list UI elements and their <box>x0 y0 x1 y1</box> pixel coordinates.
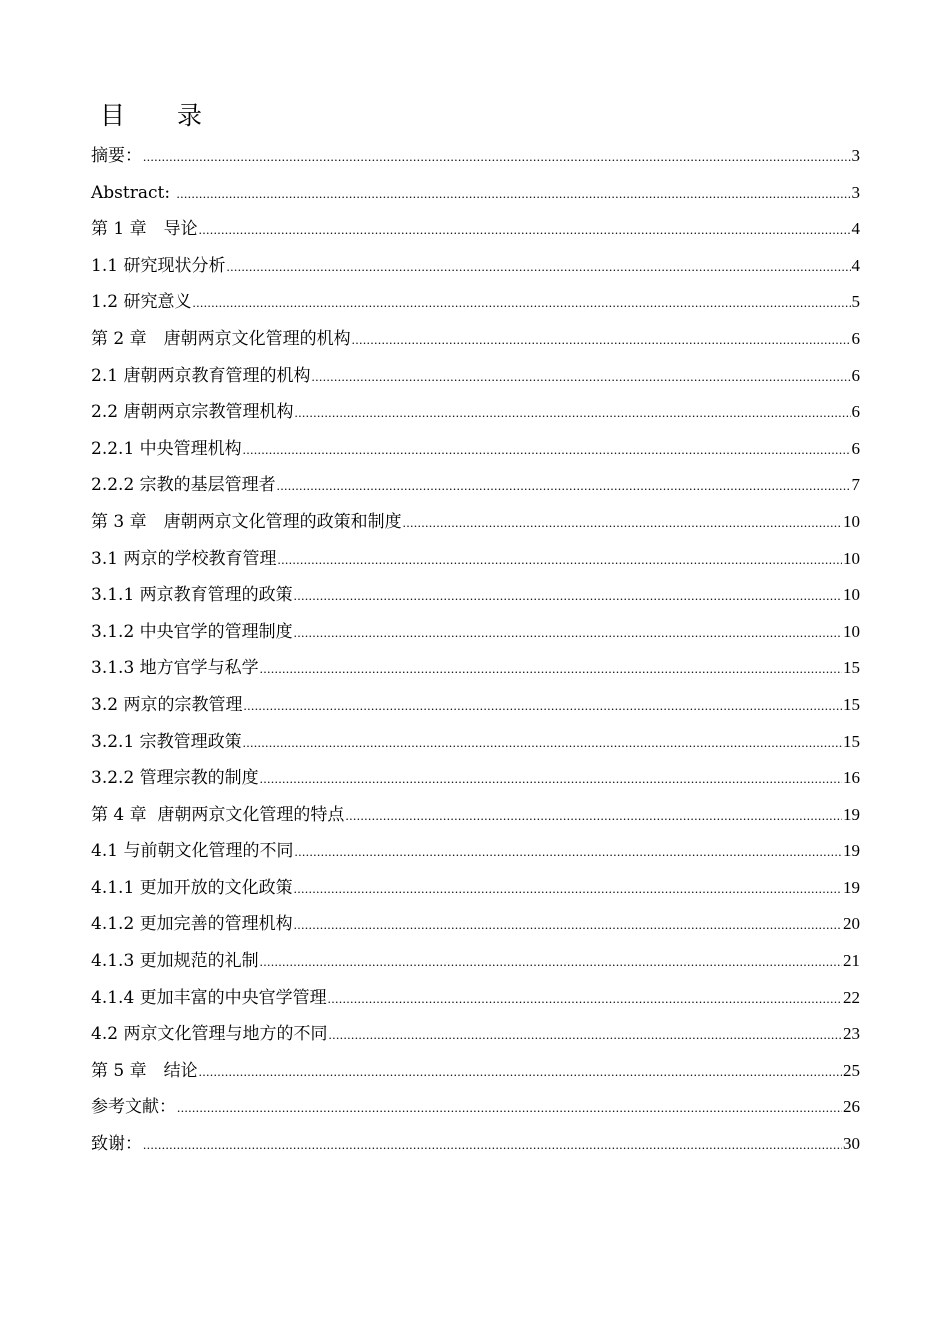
dot-leader <box>294 834 842 871</box>
dot-leader <box>143 139 851 176</box>
dot-leader <box>403 505 842 542</box>
dot-leader <box>294 395 850 432</box>
toc-entry-page: 3 <box>851 146 860 165</box>
toc-entry[interactable] <box>91 980 860 1017</box>
toc-entry-page: 6 <box>851 365 860 385</box>
toc-entry[interactable] <box>91 797 860 834</box>
dot-leader <box>143 1127 842 1164</box>
toc-entry-label: 4.1.1 更加开放的文化政策 <box>91 877 293 898</box>
toc-entry-page: 22 <box>843 987 860 1007</box>
toc-entry[interactable] <box>91 248 860 285</box>
dot-leader <box>226 249 850 286</box>
dot-leader <box>294 871 842 908</box>
toc-entry[interactable] <box>91 650 860 687</box>
dot-leader <box>328 981 842 1018</box>
toc-entry-label: 4.2 两京文化管理与地方的不同 <box>91 1024 328 1045</box>
toc-entry[interactable] <box>91 504 860 541</box>
toc-entry[interactable] <box>91 833 860 870</box>
dot-leader <box>260 944 842 981</box>
toc-entry-label: 2.2.1 中央管理机构 <box>91 438 242 459</box>
toc-entry-label: 1.2 研究意义 <box>91 292 192 313</box>
toc-entry-label: 第 1 章 导论 <box>91 219 198 240</box>
toc-entry-label: 3.2.1 宗教管理政策 <box>91 731 242 752</box>
toc-entry-label: 3.1.2 中央官学的管理制度 <box>91 621 293 642</box>
toc-entry[interactable] <box>91 614 860 651</box>
toc-entry-page: 23 <box>843 1024 860 1044</box>
dot-leader <box>311 359 850 396</box>
toc-entry[interactable] <box>91 760 860 797</box>
toc-entry-label: Abstract: <box>91 182 176 203</box>
dot-leader <box>260 761 842 798</box>
dot-leader <box>294 578 842 615</box>
dot-leader <box>260 651 842 688</box>
toc-entry-page: 4 <box>851 255 860 275</box>
toc-entry-page: 6 <box>851 328 860 348</box>
toc-entry-page: 6 <box>851 402 860 422</box>
dot-leader <box>177 1090 842 1127</box>
toc-entry[interactable] <box>91 358 860 395</box>
dot-leader <box>328 1017 842 1054</box>
toc-entry-page: 7 <box>851 475 860 495</box>
toc-entry[interactable] <box>91 211 860 248</box>
toc-entry-label: 致谢： <box>91 1134 142 1155</box>
toc-entry-label: 3.1.3 地方官学与私学 <box>91 658 259 679</box>
dot-leader <box>277 542 842 579</box>
dot-leader <box>176 176 850 213</box>
toc-entry-label: 参考文献： <box>91 1097 176 1118</box>
toc-entry-label: 第 4 章 唐朝两京文化管理的特点 <box>91 804 345 825</box>
toc-entry-label: 4.1.4 更加丰富的中央官学管理 <box>91 987 327 1008</box>
dot-leader <box>352 322 851 359</box>
toc-entry-label: 1.1 研究现状分析 <box>91 255 226 276</box>
toc-entry-label: 第 3 章 唐朝两京文化管理的政策和制度 <box>91 511 402 532</box>
toc-entry[interactable] <box>91 394 860 431</box>
toc-entry[interactable] <box>91 467 860 504</box>
toc-entry-label: 4.1 与前朝文化管理的不同 <box>91 841 294 862</box>
toc-entry-label: 2.2.2 宗教的基层管理者 <box>91 475 276 496</box>
toc-entry[interactable] <box>91 1053 860 1090</box>
toc-entry-label: 第 2 章 唐朝两京文化管理的机构 <box>91 328 351 349</box>
toc-entry-page: 19 <box>843 804 860 824</box>
toc-entry-label: 第 5 章 结论 <box>91 1060 198 1081</box>
toc-entry[interactable] <box>91 577 860 614</box>
toc-entry-label: 4.1.2 更加完善的管理机构 <box>91 914 293 935</box>
toc-entry[interactable] <box>91 724 860 761</box>
toc-entry-label: 3.1.1 两京教育管理的政策 <box>91 585 293 606</box>
toc-entry[interactable] <box>91 906 860 943</box>
toc-entry[interactable] <box>91 284 860 321</box>
dot-leader <box>192 285 850 322</box>
toc-entry[interactable] <box>91 321 860 358</box>
toc-entry-label: 3.2.2 管理宗教的制度 <box>91 768 259 789</box>
dot-leader <box>243 432 851 469</box>
toc-entry-page: 6 <box>851 438 860 458</box>
toc-list <box>91 138 860 1163</box>
toc-entry-page: 20 <box>843 914 860 934</box>
toc-entry-page: 15 <box>843 731 860 751</box>
dot-leader <box>294 907 842 944</box>
toc-entry-page: 3 <box>851 182 860 202</box>
toc-entry-page: 15 <box>843 658 860 678</box>
dot-leader <box>199 212 851 249</box>
toc-entry-page: 10 <box>843 585 860 605</box>
toc-entry-label: 3.2 两京的宗教管理 <box>91 694 243 715</box>
toc-entry-page: 25 <box>843 1060 860 1080</box>
toc-entry-page: 10 <box>843 621 860 641</box>
toc-entry[interactable] <box>91 870 860 907</box>
dot-leader <box>199 1054 842 1091</box>
toc-entry-page: 4 <box>851 219 860 239</box>
toc-entry[interactable] <box>91 687 860 724</box>
toc-entry-page: 19 <box>843 877 860 897</box>
toc-entry[interactable] <box>91 431 860 468</box>
toc-entry[interactable] <box>91 138 860 175</box>
toc-entry-label: 2.1 唐朝两京教育管理的机构 <box>91 365 311 386</box>
dot-leader <box>294 615 842 652</box>
dot-leader <box>243 688 842 725</box>
toc-entry-page: 10 <box>843 511 860 531</box>
toc-entry-page: 26 <box>843 1097 860 1117</box>
toc-entry[interactable] <box>91 1016 860 1053</box>
toc-entry-page: 30 <box>843 1134 860 1154</box>
toc-entry-label: 4.1.3 更加规范的礼制 <box>91 951 259 972</box>
toc-entry-page: 10 <box>843 548 860 568</box>
dot-leader <box>243 725 842 762</box>
toc-entry[interactable] <box>91 943 860 980</box>
toc-entry-page: 19 <box>843 841 860 861</box>
toc-entry-label: 摘要： <box>91 146 142 166</box>
toc-entry-page: 21 <box>843 951 860 971</box>
toc-entry[interactable] <box>91 1089 860 1126</box>
toc-entry[interactable] <box>91 175 860 212</box>
toc-entry[interactable] <box>91 1126 860 1163</box>
toc-entry-label: 3.1 两京的学校教育管理 <box>91 548 277 569</box>
dot-leader <box>277 468 851 505</box>
toc-entry[interactable] <box>91 541 860 578</box>
toc-entry-page: 16 <box>843 768 860 788</box>
toc-entry-label: 2.2 唐朝两京宗教管理机构 <box>91 402 294 423</box>
toc-title: 目 录 <box>100 101 224 130</box>
dot-leader <box>345 798 842 835</box>
toc-entry-page: 15 <box>843 694 860 714</box>
toc-entry-page: 5 <box>851 292 860 312</box>
